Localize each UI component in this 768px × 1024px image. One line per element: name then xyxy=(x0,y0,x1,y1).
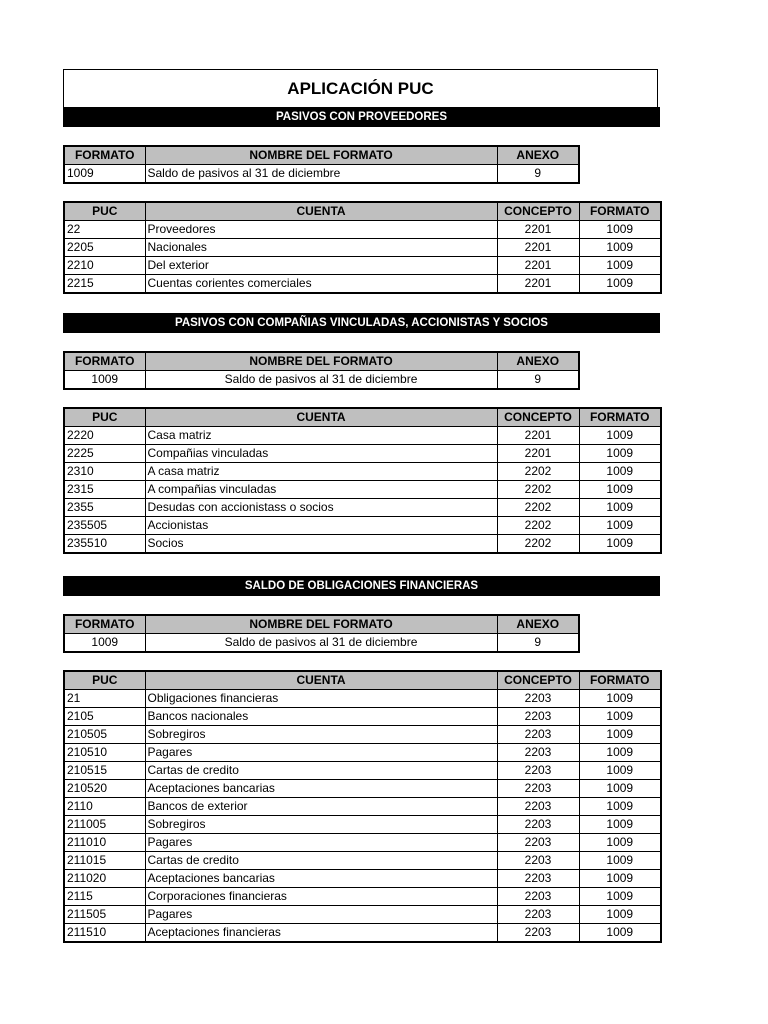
cell-concepto: 2201 xyxy=(497,427,579,445)
cell-cuenta: Pagares xyxy=(145,906,497,924)
cell-puc: 22 xyxy=(64,221,145,239)
cell-puc: 210510 xyxy=(64,744,145,762)
cell-concepto: 2203 xyxy=(497,816,579,834)
table-row xyxy=(64,481,661,499)
cell-formato: 1009 xyxy=(64,634,145,653)
section-heading-proveedores: PASIVOS CON PROVEEDORES xyxy=(63,107,660,127)
cell-puc: 2210 xyxy=(64,257,145,275)
cell-concepto: 2203 xyxy=(497,852,579,870)
table-row xyxy=(64,708,661,726)
table-row xyxy=(64,463,661,481)
page-title: APLICACIÓN PUC xyxy=(63,69,658,107)
table-row xyxy=(64,834,661,852)
format-table-obligaciones xyxy=(63,614,580,653)
cell-puc: 211510 xyxy=(64,924,145,943)
header-concepto: CONCEPTO xyxy=(497,671,579,690)
table-header-row xyxy=(64,615,579,634)
cell-concepto: 2203 xyxy=(497,906,579,924)
cell-cuenta: Pagares xyxy=(145,834,497,852)
table-row xyxy=(64,499,661,517)
puc-table-proveedores xyxy=(63,201,662,294)
section-heading-vinculadas: PASIVOS CON COMPAÑIAS VINCULADAS, ACCIONISTAS Y SOCIOS xyxy=(63,313,660,333)
cell-formato: 1009 xyxy=(579,257,661,275)
cell-cuenta: Corporaciones financieras xyxy=(145,888,497,906)
cell-formato: 1009 xyxy=(579,535,661,554)
header-nombre-formato: NOMBRE DEL FORMATO xyxy=(145,146,497,165)
cell-concepto: 2203 xyxy=(497,924,579,943)
cell-anexo: 9 xyxy=(497,165,579,184)
table-header-row xyxy=(64,202,661,221)
table-header-row xyxy=(64,146,579,165)
cell-formato: 1009 xyxy=(579,239,661,257)
header-nombre-formato: NOMBRE DEL FORMATO xyxy=(145,352,497,371)
cell-puc: 211505 xyxy=(64,906,145,924)
cell-concepto: 2203 xyxy=(497,726,579,744)
table-row xyxy=(64,517,661,535)
header-puc: PUC xyxy=(64,202,145,221)
cell-concepto: 2203 xyxy=(497,708,579,726)
table-row xyxy=(64,535,661,554)
table-row xyxy=(64,924,661,943)
cell-cuenta: Sobregiros xyxy=(145,816,497,834)
cell-concepto: 2201 xyxy=(497,275,579,294)
cell-formato: 1009 xyxy=(579,834,661,852)
table-row xyxy=(64,371,579,390)
header-formato: FORMATO xyxy=(64,352,145,371)
cell-concepto: 2202 xyxy=(497,463,579,481)
header-formato: FORMATO xyxy=(579,671,661,690)
cell-concepto: 2203 xyxy=(497,690,579,708)
cell-concepto: 2202 xyxy=(497,517,579,535)
header-anexo: ANEXO xyxy=(497,352,579,371)
cell-concepto: 2202 xyxy=(497,481,579,499)
cell-concepto: 2202 xyxy=(497,499,579,517)
table-row xyxy=(64,726,661,744)
header-cuenta: CUENTA xyxy=(145,408,497,427)
cell-formato: 1009 xyxy=(579,798,661,816)
cell-concepto: 2203 xyxy=(497,762,579,780)
cell-puc: 235510 xyxy=(64,535,145,554)
table-row xyxy=(64,165,579,184)
cell-puc: 211015 xyxy=(64,852,145,870)
cell-formato: 1009 xyxy=(579,852,661,870)
cell-cuenta: Del exterior xyxy=(145,257,497,275)
cell-formato: 1009 xyxy=(579,780,661,798)
cell-concepto: 2201 xyxy=(497,257,579,275)
cell-formato: 1009 xyxy=(579,517,661,535)
cell-cuenta: Cartas de credito xyxy=(145,762,497,780)
cell-puc: 2225 xyxy=(64,445,145,463)
table-row xyxy=(64,634,579,653)
cell-cuenta: Bancos nacionales xyxy=(145,708,497,726)
table-header-row xyxy=(64,352,579,371)
cell-puc: 235505 xyxy=(64,517,145,535)
cell-puc: 2220 xyxy=(64,427,145,445)
cell-nombre-formato: Saldo de pasivos al 31 de diciembre xyxy=(145,634,497,653)
cell-formato: 1009 xyxy=(579,726,661,744)
cell-puc: 2215 xyxy=(64,275,145,294)
cell-cuenta: Bancos de exterior xyxy=(145,798,497,816)
header-cuenta: CUENTA xyxy=(145,202,497,221)
format-table-vinculadas xyxy=(63,351,580,390)
cell-puc: 210520 xyxy=(64,780,145,798)
table-row xyxy=(64,870,661,888)
cell-concepto: 2203 xyxy=(497,888,579,906)
format-table-proveedores xyxy=(63,145,580,184)
header-cuenta: CUENTA xyxy=(145,671,497,690)
cell-formato: 1009 xyxy=(579,427,661,445)
cell-nombre-formato: Saldo de pasivos al 31 de diciembre xyxy=(145,371,497,390)
cell-cuenta: Proveedores xyxy=(145,221,497,239)
cell-puc: 2110 xyxy=(64,798,145,816)
cell-concepto: 2203 xyxy=(497,780,579,798)
cell-formato: 1009 xyxy=(579,445,661,463)
cell-formato: 1009 xyxy=(579,275,661,294)
cell-cuenta: Sobregiros xyxy=(145,726,497,744)
cell-puc: 211005 xyxy=(64,816,145,834)
table-row xyxy=(64,798,661,816)
header-formato: FORMATO xyxy=(64,615,145,634)
cell-formato: 1009 xyxy=(579,708,661,726)
cell-cuenta: Compañias vinculadas xyxy=(145,445,497,463)
cell-formato: 1009 xyxy=(579,463,661,481)
cell-cuenta: Obligaciones financieras xyxy=(145,690,497,708)
cell-cuenta: Aceptaciones bancarias xyxy=(145,780,497,798)
cell-puc: 2205 xyxy=(64,239,145,257)
cell-puc: 21 xyxy=(64,690,145,708)
cell-concepto: 2203 xyxy=(497,870,579,888)
cell-puc: 2355 xyxy=(64,499,145,517)
cell-formato: 1009 xyxy=(579,744,661,762)
cell-concepto: 2203 xyxy=(497,798,579,816)
header-concepto: CONCEPTO xyxy=(497,202,579,221)
cell-formato: 1009 xyxy=(579,870,661,888)
cell-cuenta: Nacionales xyxy=(145,239,497,257)
cell-cuenta: Casa matriz xyxy=(145,427,497,445)
cell-cuenta: Socios xyxy=(145,535,497,554)
header-puc: PUC xyxy=(64,671,145,690)
header-anexo: ANEXO xyxy=(497,615,579,634)
puc-table-vinculadas xyxy=(63,407,662,554)
cell-concepto: 2202 xyxy=(497,535,579,554)
cell-puc: 2105 xyxy=(64,708,145,726)
table-row xyxy=(64,888,661,906)
cell-concepto: 2201 xyxy=(497,445,579,463)
section-heading-obligaciones: SALDO DE OBLIGACIONES FINANCIERAS xyxy=(63,576,660,596)
table-row xyxy=(64,427,661,445)
cell-puc: 2310 xyxy=(64,463,145,481)
cell-formato: 1009 xyxy=(64,165,145,184)
cell-puc: 2315 xyxy=(64,481,145,499)
cell-cuenta: Aceptaciones financieras xyxy=(145,924,497,943)
cell-concepto: 2203 xyxy=(497,834,579,852)
table-row xyxy=(64,744,661,762)
header-formato: FORMATO xyxy=(579,408,661,427)
table-header-row xyxy=(64,408,661,427)
cell-nombre-formato: Saldo de pasivos al 31 de diciembre xyxy=(145,165,497,184)
table-row xyxy=(64,780,661,798)
cell-concepto: 2201 xyxy=(497,221,579,239)
cell-formato: 1009 xyxy=(579,690,661,708)
table-row xyxy=(64,762,661,780)
header-nombre-formato: NOMBRE DEL FORMATO xyxy=(145,615,497,634)
cell-puc: 211010 xyxy=(64,834,145,852)
header-formato: FORMATO xyxy=(64,146,145,165)
table-row xyxy=(64,690,661,708)
cell-cuenta: Cuentas corientes comerciales xyxy=(145,275,497,294)
cell-formato: 1009 xyxy=(64,371,145,390)
table-row xyxy=(64,275,661,294)
cell-cuenta: Accionistas xyxy=(145,517,497,535)
table-row xyxy=(64,221,661,239)
cell-cuenta: Desudas con accionistass o socios xyxy=(145,499,497,517)
cell-concepto: 2203 xyxy=(497,744,579,762)
cell-puc: 2115 xyxy=(64,888,145,906)
cell-puc: 210515 xyxy=(64,762,145,780)
cell-anexo: 9 xyxy=(497,371,579,390)
cell-formato: 1009 xyxy=(579,221,661,239)
header-anexo: ANEXO xyxy=(497,146,579,165)
header-formato: FORMATO xyxy=(579,202,661,221)
cell-cuenta: A compañias vinculadas xyxy=(145,481,497,499)
cell-cuenta: Cartas de credito xyxy=(145,852,497,870)
cell-formato: 1009 xyxy=(579,816,661,834)
cell-cuenta: Pagares xyxy=(145,744,497,762)
table-row xyxy=(64,445,661,463)
table-row xyxy=(64,852,661,870)
cell-formato: 1009 xyxy=(579,481,661,499)
table-row xyxy=(64,257,661,275)
cell-formato: 1009 xyxy=(579,924,661,943)
cell-anexo: 9 xyxy=(497,634,579,653)
cell-formato: 1009 xyxy=(579,762,661,780)
table-row xyxy=(64,906,661,924)
cell-concepto: 2201 xyxy=(497,239,579,257)
cell-puc: 210505 xyxy=(64,726,145,744)
table-row xyxy=(64,816,661,834)
puc-table-obligaciones xyxy=(63,670,662,943)
cell-formato: 1009 xyxy=(579,906,661,924)
cell-puc: 211020 xyxy=(64,870,145,888)
table-row xyxy=(64,239,661,257)
cell-formato: 1009 xyxy=(579,888,661,906)
cell-cuenta: Aceptaciones bancarias xyxy=(145,870,497,888)
table-header-row xyxy=(64,671,661,690)
cell-cuenta: A casa matriz xyxy=(145,463,497,481)
cell-formato: 1009 xyxy=(579,499,661,517)
header-concepto: CONCEPTO xyxy=(497,408,579,427)
header-puc: PUC xyxy=(64,408,145,427)
